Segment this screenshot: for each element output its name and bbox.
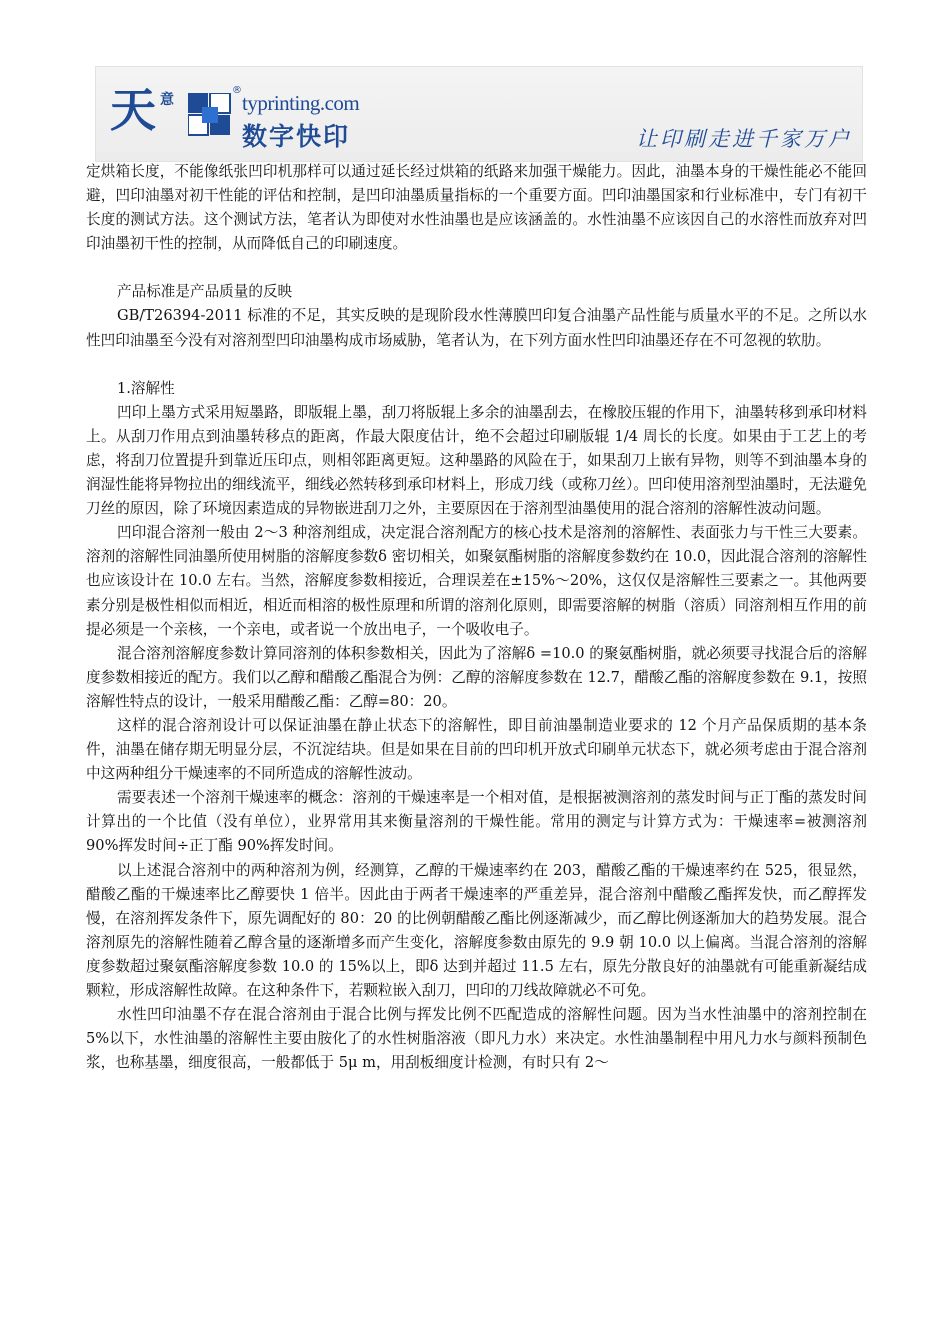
- paragraph: 凹印上墨方式采用短墨路，即版辊上墨，刮刀将版辊上多余的油墨刮去，在橡胶压辊的作用下，油墨转移到承印材料上。从刮刀作用点到油墨转移点的距离，作最大限度估计，绝不会超过印刷版辊 1/4 周长的长度。如果由于工艺上的考虑，将刮刀位置提升到靠近压印点，则相邻距离更短。这种墨路的风险在于，如果刮刀上嵌有异物，则等不到油墨本身的润湿性能将异物拉出的细线流平，细线必然转移到承印材料上，形成刀线（或称刀丝）。凹印使用溶剂型油墨时，无法避免刀丝的原因，除了环境因素造成的异物嵌进刮刀之外，主要原因在于溶剂型油墨使用的混合溶剂的溶解性波动问题。: [86, 403, 867, 518]
- registered-mark: ®: [232, 85, 242, 96]
- article-body: [86, 160, 867, 1075]
- slogan: 让印刷走进千家万户: [636, 127, 852, 151]
- paragraph: 这样的混合溶剂设计可以保证油墨在静止状态下的溶解性，即目前油墨制造业要求的 12 个月产品保质期的基本条件，油墨在储存期无明显分层，不沉淀结块。但是如果在目前的凹印机开放式印刷单元状态下，就必须考虑由于混合溶剂中这两种组分干燥速率的不同所造成的溶解性波动。: [86, 716, 867, 783]
- logo-small-char: 意: [160, 92, 174, 108]
- paragraph: 需要表述一个溶剂干燥速率的概念：溶剂的干燥速率是一个相对值，是根据被测溶剂的蒸发时间与正丁酯的蒸发时间计算出的一个比值（没有单位），业界常用其来衡量溶剂的干燥性能。常用的测定与计算方式为：干燥速率=被测溶剂 90%挥发时间÷正丁酯 90%挥发时间。: [86, 789, 867, 855]
- header-banner: [95, 66, 863, 162]
- paragraph: 定烘箱长度，不能像纸张凹印机那样可以通过延长经过烘箱的纸路来加强干燥能力。因此，油墨本身的干燥性能必不能回避，凹印油墨对初干性能的评估和控制，是凹印油墨质量指标的一个重要方面。凹印油墨国家和行业标准中，专门有初干长度的测试方法。这个测试方法，笔者认为即使对水性油墨也是应该涵盖的。水性油墨不应该因自己的水溶性而放弃对凹印油墨初干性的控制，从而降低自己的印刷速度。: [86, 163, 867, 253]
- section-heading: 产品标准是产品质量的反映: [117, 283, 293, 301]
- logo-url: typrinting.com: [242, 91, 360, 115]
- paragraph: 凹印混合溶剂一般由 2～3 种溶剂组成，决定混合溶剂配方的核心技术是溶剂的溶解性、表面张力与干性三大要素。溶剂的溶解性同油墨所使用树脂的溶解度参数δ 密切相关，如聚氨酯树脂的溶解度参数约在 10.0，因此混合溶剂的溶解性也应该设计在 10.0 左右。当然，溶解度参数相接近，合理误差在±15%～20%，这仅仅是溶解性三要素之一。其他两要素分别是极性相似而相近，相近而相溶的极性原理和所谓的溶剂化原则，即需要溶解的树脂（溶质）同溶剂相互作用的前提必须是一个亲核，一个亲电，或者说一个放出电子，一个吸收电子。: [86, 524, 867, 638]
- logo-name: 数字快印: [242, 122, 351, 151]
- logo-mark: 天: [110, 83, 154, 137]
- paragraph: 以上述混合溶剂中的两种溶剂为例，经测算，乙醇的干燥速率约在 203，醋酸乙酯的干燥速率约在 525，很显然，醋酸乙酯的干燥速率比乙醇要快 1 倍半。因此由于两者干燥速率的严重差异，混合溶剂中醋酸乙酯挥发快，而乙醇挥发慢，在溶剂挥发条件下，原先调配好的 80：20 的比例朝醋酸乙酯比例逐渐减少，而乙醇比例逐渐加大的趋势发展。混合溶剂原先的溶解性随着乙醇含量的逐渐增多而产生变化，溶解度参数由原先的 9.9 朝 10.0 以上偏离。当混合溶剂的溶解度参数超过聚氨酯溶解度参数 10.0 的 15%以上，即δ 达到并超过 11.5 左右，原先分散良好的油墨就有可能重新凝结成颗粒，形成溶解性故障。在这种条件下，若颗粒嵌入刮刀，凹印的刀线故障就必不可免。: [86, 861, 867, 999]
- paragraph: GB/T26394-2011 标准的不足，其实反映的是现阶段水性薄膜凹印复合油墨产品性能与质量水平的不足。之所以水性凹印油墨至今没有对溶剂型凹印油墨构成市场威胁，笔者认为，在下列方面水性凹印油墨还存在不可忽视的软肋。: [86, 307, 867, 349]
- paragraph: 混合溶剂溶解度参数计算同溶剂的体积参数相关，因此为了溶解δ =10.0 的聚氨酯树脂，就必须要寻找混合后的溶解度参数相接近的配方。我们以乙醇和醋酸乙酯混合为例：乙醇的溶解度参数在 12.7，醋酸乙酯的溶解度参数在 9.1，按照溶解性特点的设计，一般采用醋酸乙酯：乙醇=80：20。: [86, 644, 867, 710]
- logo-squares-icon: [188, 93, 232, 137]
- section-heading: 1.溶解性: [117, 379, 175, 397]
- paragraph: 水性凹印油墨不存在混合溶剂由于混合比例与挥发比例不匹配造成的溶解性问题。因为当水性油墨中的溶剂控制在 5%以下，水性油墨的溶解性主要由胺化了的水性树脂溶液（即凡力水）来决定。水性油墨制程中用凡力水与颜料预制色浆，也称基墨，细度很高，一般都低于 5μ m，用刮板细度计检测，有时只有 2～: [86, 1006, 867, 1072]
